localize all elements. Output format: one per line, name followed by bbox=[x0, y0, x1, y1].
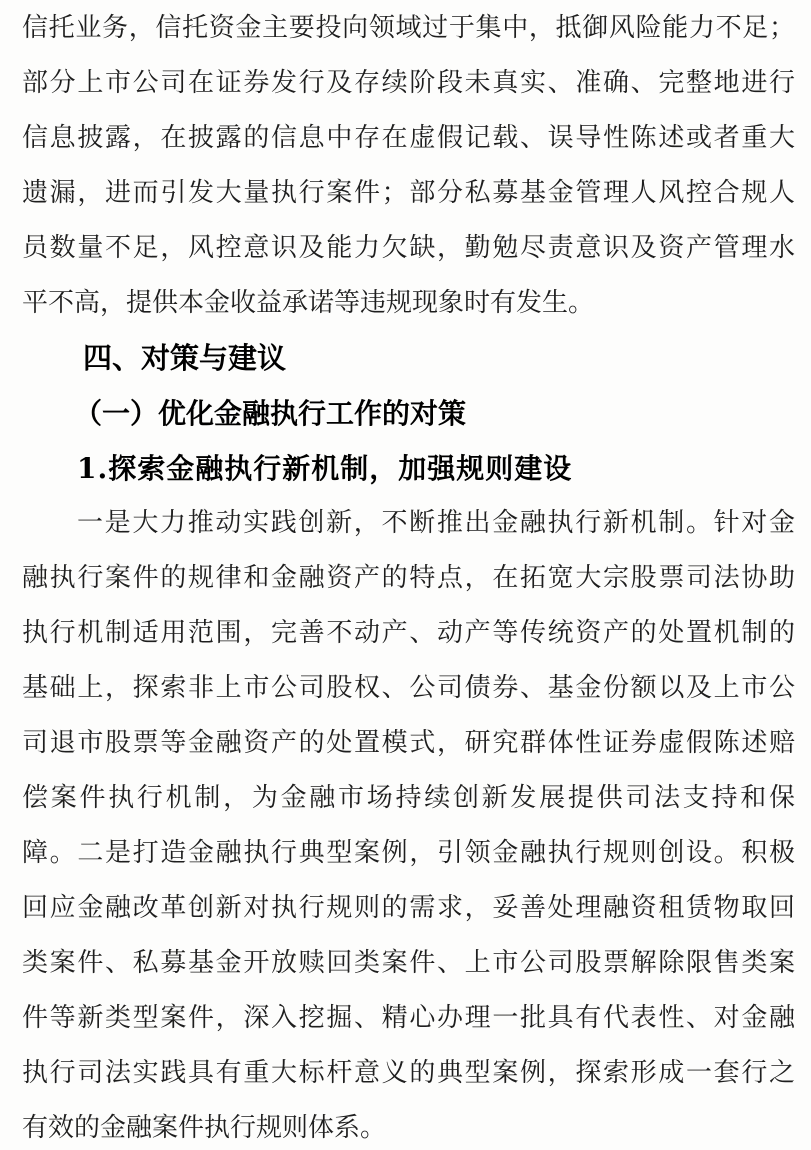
paragraph-line: 偿案件执行机制，为金融市场持续创新发展提供司法支持和保 bbox=[22, 783, 795, 813]
paragraph-line: 一是大力推动实践创新，不断推出金融执行新机制。针对金 bbox=[77, 508, 795, 538]
section-heading: 四、对策与建议 bbox=[83, 341, 287, 375]
paragraph-line: 件等新类型案件，深入挖掘、精心办理一批具有代表性、对金融 bbox=[22, 1003, 795, 1033]
paragraph-line: 有效的金融案件执行规则体系。 bbox=[22, 1113, 387, 1143]
paragraph-line: 司退市股票等金融资产的处置模式，研究群体性证券虚假陈述赔 bbox=[22, 728, 795, 758]
paragraph-line: 类案件、私募基金开放赎回类案件、上市公司股票解除限售类案 bbox=[22, 948, 795, 978]
numbered-point-heading: 1.探索金融执行新机制，加强规则建设 bbox=[77, 452, 573, 485]
paragraph-line: 障。二是打造金融执行典型案例，引领金融执行规则创设。积极 bbox=[22, 838, 795, 868]
paragraph-line: 部分上市公司在证券发行及存续阶段未真实、准确、完整地进行 bbox=[22, 68, 795, 98]
subsection-heading: （一）优化金融执行工作的对策 bbox=[74, 397, 467, 430]
paragraph-line: 基础上，探索非上市公司股权、公司债券、基金份额以及上市公 bbox=[22, 673, 795, 703]
paragraph-line: 遗漏，进而引发大量执行案件；部分私募基金管理人风控合规人 bbox=[22, 178, 795, 208]
paragraph-line: 回应金融改革创新对执行规则的需求，妥善处理融资租赁物取回 bbox=[22, 893, 795, 923]
paragraph-line: 信托业务，信托资金主要投向领域过于集中，抵御风险能力不足； bbox=[22, 13, 795, 43]
paragraph-line: 平不高，提供本金收益承诺等违规现象时有发生。 bbox=[22, 288, 595, 318]
paragraph-line: 员数量不足，风控意识及能力欠缺，勤勉尽责意识及资产管理水 bbox=[22, 233, 795, 263]
paragraph-line: 执行司法实践具有重大标杆意义的典型案例，探索形成一套行之 bbox=[22, 1058, 795, 1088]
paragraph-line: 执行机制适用范围，完善不动产、动产等传统资产的处置机制的 bbox=[22, 618, 795, 648]
paragraph-line: 融执行案件的规律和金融资产的特点，在拓宽大宗股票司法协助 bbox=[22, 563, 795, 593]
paragraph-line: 信息披露，在披露的信息中存在虚假记载、误导性陈述或者重大 bbox=[22, 123, 795, 153]
